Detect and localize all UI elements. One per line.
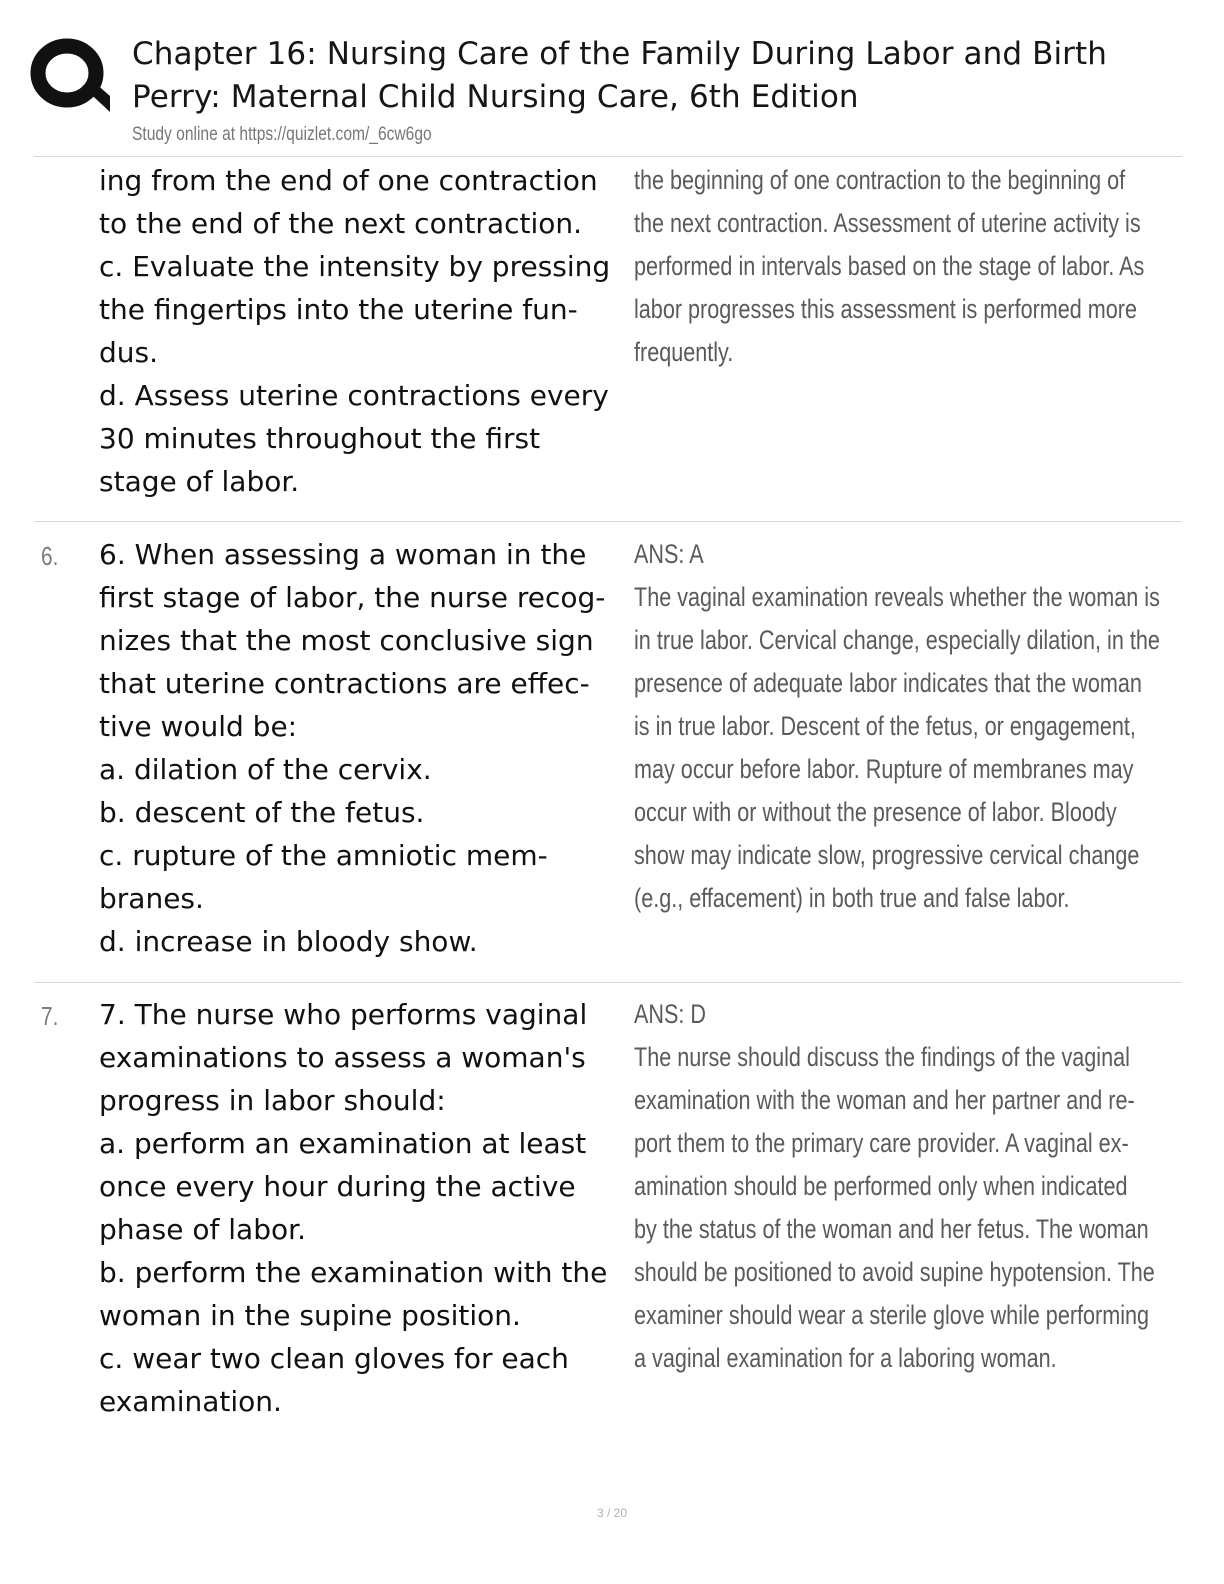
study-online-link[interactable]: Study online at https://quizlet.com/_6cw6go: [132, 124, 432, 145]
answer-line: labor progresses this assessment is performed more: [634, 294, 1138, 324]
answer-line: frequently.: [634, 337, 734, 367]
question-line: c. wear two clean gloves for each: [99, 1342, 569, 1375]
answer-line: ANS: D: [634, 999, 707, 1029]
question-text: [99, 533, 629, 963]
answer-line: presence of adequate labor indicates that the woman: [634, 668, 1142, 698]
question-line: nizes that the most conclusive sign: [99, 624, 594, 657]
question-line: dus.: [99, 336, 159, 369]
answer-line: should be positioned to avoid supine hypotension. The: [634, 1257, 1155, 1287]
answer-line: examination with the woman and her partner and re-: [634, 1085, 1135, 1115]
answer-line: performed in intervals based on the stage of labor. As: [634, 251, 1145, 281]
quizlet-q-logo-icon: [30, 36, 112, 112]
card-number: 7.: [41, 1001, 59, 1031]
question-line: 6. When assessing a woman in the: [99, 538, 587, 571]
question-line: b. perform the examination with the: [99, 1256, 608, 1289]
question-line: tive would be:: [99, 710, 298, 743]
page-header: [0, 0, 1224, 156]
answer-line: in true labor. Cervical change, especially dilation, in the: [634, 625, 1160, 655]
question-text: [99, 159, 629, 503]
question-line: once every hour during the active: [99, 1170, 576, 1203]
page-number: 3 / 20: [596, 1506, 628, 1520]
answer-text: [634, 993, 1194, 1380]
question-line: b. descent of the fetus.: [99, 796, 425, 829]
question-line: branes.: [99, 882, 204, 915]
question-line: c. Evaluate the intensity by pressing: [99, 250, 611, 283]
book-title: Perry: Maternal Child Nursing Care, 6th Edition: [132, 79, 859, 115]
answer-line: examiner should wear a sterile glove while performing: [634, 1300, 1150, 1330]
question-line: 7. The nurse who performs vaginal: [99, 998, 588, 1031]
question-line: stage of labor.: [99, 465, 300, 498]
answer-line: a vaginal examination for a laboring woman.: [634, 1343, 1057, 1373]
answer-line: the next contraction. Assessment of uterine activity is: [634, 208, 1141, 238]
question-line: ing from the end of one contraction: [99, 164, 598, 197]
question-line: to the end of the next contraction.: [99, 207, 583, 240]
divider: [34, 156, 1182, 157]
question-line: d. Assess uterine contractions every: [99, 379, 609, 412]
question-line: c. rupture of the amniotic mem-: [99, 839, 548, 872]
question-line: that uterine contractions are effec-: [99, 667, 590, 700]
answer-line: port them to the primary care provider. A vaginal ex-: [634, 1128, 1129, 1158]
answer-line: ANS: A: [634, 539, 704, 569]
question-line: first stage of labor, the nurse recog-: [99, 581, 606, 614]
answer-line: is in true labor. Descent of the fetus, or engagement,: [634, 711, 1136, 741]
divider: [34, 982, 1182, 983]
answer-line: amination should be performed only when indicated: [634, 1171, 1128, 1201]
answer-line: show may indicate slow, progressive cervical change: [634, 840, 1140, 870]
question-line: a. perform an examination at least: [99, 1127, 587, 1160]
question-line: examination.: [99, 1385, 282, 1418]
answer-line: by the status of the woman and her fetus. The woman: [634, 1214, 1149, 1244]
question-line: the fingertips into the uterine fun-: [99, 293, 578, 326]
answer-line: The vaginal examination reveals whether the woman is: [634, 582, 1160, 612]
answer-line: The nurse should discuss the findings of the vaginal: [634, 1042, 1130, 1072]
question-line: phase of labor.: [99, 1213, 306, 1246]
question-text: [99, 993, 629, 1423]
question-line: d. increase in bloody show.: [99, 925, 478, 958]
answer-text: [634, 533, 1194, 920]
answer-line: occur with or without the presence of labor. Bloody: [634, 797, 1117, 827]
answer-line: the beginning of one contraction to the beginning of: [634, 165, 1126, 195]
answer-line: (e.g., effacement) in both true and false labor.: [634, 883, 1070, 913]
question-line: a. dilation of the cervix.: [99, 753, 432, 786]
question-line: 30 minutes throughout the first: [99, 422, 541, 455]
question-line: woman in the supine position.: [99, 1299, 521, 1332]
question-line: progress in labor should:: [99, 1084, 446, 1117]
answer-text: [634, 159, 1194, 374]
card-number: 6.: [41, 541, 59, 571]
answer-line: may occur before labor. Rupture of membranes may: [634, 754, 1134, 784]
question-line: examinations to assess a woman's: [99, 1041, 586, 1074]
divider: [34, 521, 1182, 522]
chapter-title: Chapter 16: Nursing Care of the Family During Labor and Birth: [132, 36, 1108, 72]
